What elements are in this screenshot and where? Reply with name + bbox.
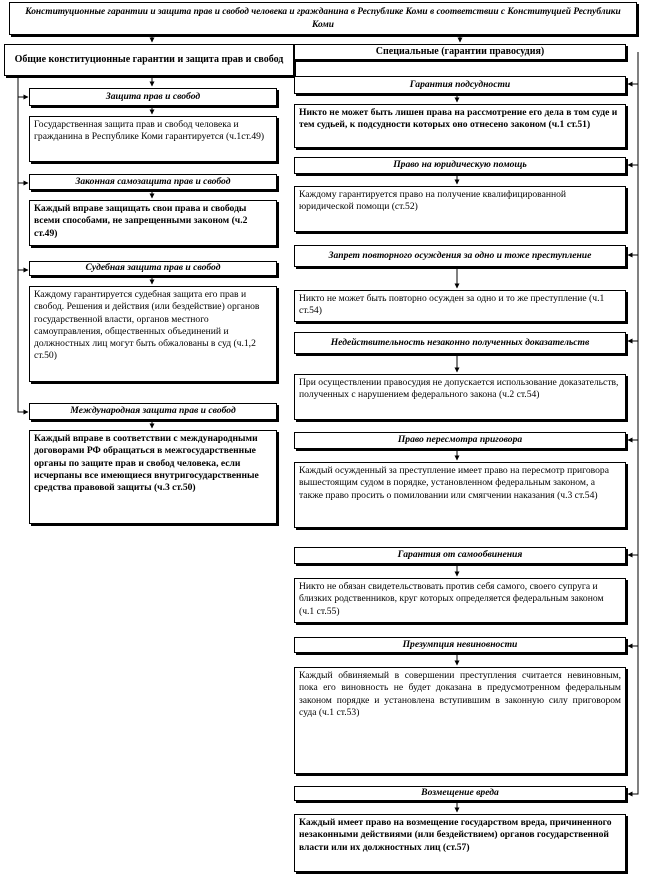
left-section-4-body: Каждый вправе в соответствии с международными договорами РФ обращаться в межгосударственные органы по защите прав и свобод человека, если исчерпаны все имеющиеся внутригосударственные средства правовой защиты (ч.3 ст.50) <box>34 433 259 494</box>
left-section-2-body: Каждый вправе защищать свои права и свободы всеми способами, не запрещенными законом (ч.2 ст.49) <box>34 203 248 239</box>
left-section-2-title-text: Законная самозащита прав и свобод <box>75 175 231 187</box>
left-section-1-body: Государственная защита прав и свобод человека и гражданина в Республике Коми гарантируется (ч.1ст.49) <box>34 119 265 143</box>
right-section-1-title <box>294 76 626 94</box>
right-section-5-text <box>294 462 626 528</box>
right-bus <box>628 52 638 794</box>
left-heading-text: Общие конституционные гарантии и защита прав и свобод <box>14 53 284 65</box>
right-section-4-title-text: Недействительность незаконно полученных доказательств <box>330 336 590 348</box>
left-section-1-title <box>29 88 277 106</box>
right-section-2-body: Каждому гарантируется право на получение квалифицированной юридической помощи (ст.52) <box>299 189 567 213</box>
left-section-3-title-text: Судебная защита прав и свобод <box>85 262 221 274</box>
right-section-4-title <box>294 332 626 354</box>
left-section-4-title-text: Международная защита прав и свобод <box>70 405 236 417</box>
right-section-7-body: Каждый обвиняемый в совершении преступления считается невиновным, пока его виновность не будет доказана в предусмотренном федеральным законом порядке и установлена вступившим в законную силу приговором суда (ч.1 ст.53) <box>299 670 621 718</box>
right-section-3-body: Никто не может быть повторно осужден за одно и то же преступление (ч.1 ст.54) <box>299 293 605 317</box>
left-column-heading <box>4 44 294 76</box>
left-section-1-text <box>29 116 277 162</box>
right-section-6-title <box>294 547 626 564</box>
right-section-7-text <box>294 667 626 774</box>
diagram-title <box>9 2 637 35</box>
left-section-3-title <box>29 261 277 276</box>
left-section-4-title <box>29 403 277 420</box>
right-section-2-text <box>294 186 626 232</box>
right-section-8-body: Каждый имеет право на возмещение государством вреда, причиненного незаконными действиями (или бездействием) органов государственной власти или их должностных лиц (ст.57) <box>299 817 612 853</box>
right-section-4-body: При осуществлении правосудия не допускается использование доказательств, полученных с нарушением федерального закона (ч.2 ст.54) <box>299 377 619 401</box>
left-bus <box>10 68 28 412</box>
left-section-4-text <box>29 430 277 524</box>
right-section-2-title <box>294 157 626 174</box>
right-section-3-text <box>294 290 626 322</box>
right-section-3-title-text: Запрет повторного осуждения за одно и тоже преступление <box>328 249 592 261</box>
left-section-3-text <box>29 286 277 382</box>
right-section-8-title <box>294 786 626 801</box>
right-section-1-body: Никто не может быть лишен права на рассмотрение его дела в том суде и тем судьей, к подсудности которых оно отнесено законом (ч.1 ст.51) <box>299 107 618 131</box>
right-section-5-title <box>294 432 626 449</box>
right-section-7-title-text: Презумпция невиновности <box>402 638 518 650</box>
right-section-2-title-text: Право на юридическую помощь <box>393 159 527 171</box>
left-section-3-body: Каждому гарантируется судебная защита его прав и свобод. Решения и действия (или бездействие) органов государственной власти, органов местного самоуправления, общественных объединений и должностных лиц могут быть обжалованы в суд (ч.1,2 ст.50) <box>34 289 260 362</box>
right-section-3-title <box>294 245 626 267</box>
left-section-1-title-text: Защита прав и свобод <box>105 90 201 102</box>
right-section-5-body: Каждый осужденный за преступление имеет право на пересмотр приговора вышестоящим судом в порядке, установленном федеральным законом, а также право просить о помиловании или смягчении наказания (ч.3 ст.54) <box>299 465 609 501</box>
right-section-7-title <box>294 637 626 653</box>
right-section-6-text <box>294 578 626 623</box>
right-section-6-title-text: Гарантия от самообвинения <box>397 549 523 561</box>
right-column-heading <box>294 44 626 60</box>
right-section-4-text <box>294 374 626 420</box>
left-section-2-title <box>29 174 277 190</box>
right-section-6-body: Никто не обязан свидетельствовать против себя самого, своего супруга и близких родственников, круг которых определяется федеральным законом (ч.1 ст.55) <box>299 581 604 617</box>
right-heading-text: Специальные (гарантии правосудия) <box>375 45 545 57</box>
right-section-8-title-text: Возмещение вреда <box>421 787 499 799</box>
right-section-1-text <box>294 104 626 148</box>
right-section-8-text <box>294 814 626 872</box>
left-section-2-text <box>29 200 277 246</box>
right-section-5-title-text: Право пересмотра приговора <box>397 434 523 446</box>
diagram-title-text: Конституционные гарантии и защита прав и свобод человека и гражданина в Республике Коми в соответствии с Конституцией Республики Коми <box>25 7 621 30</box>
right-section-1-title-text: Гарантия подсудности <box>409 78 511 90</box>
